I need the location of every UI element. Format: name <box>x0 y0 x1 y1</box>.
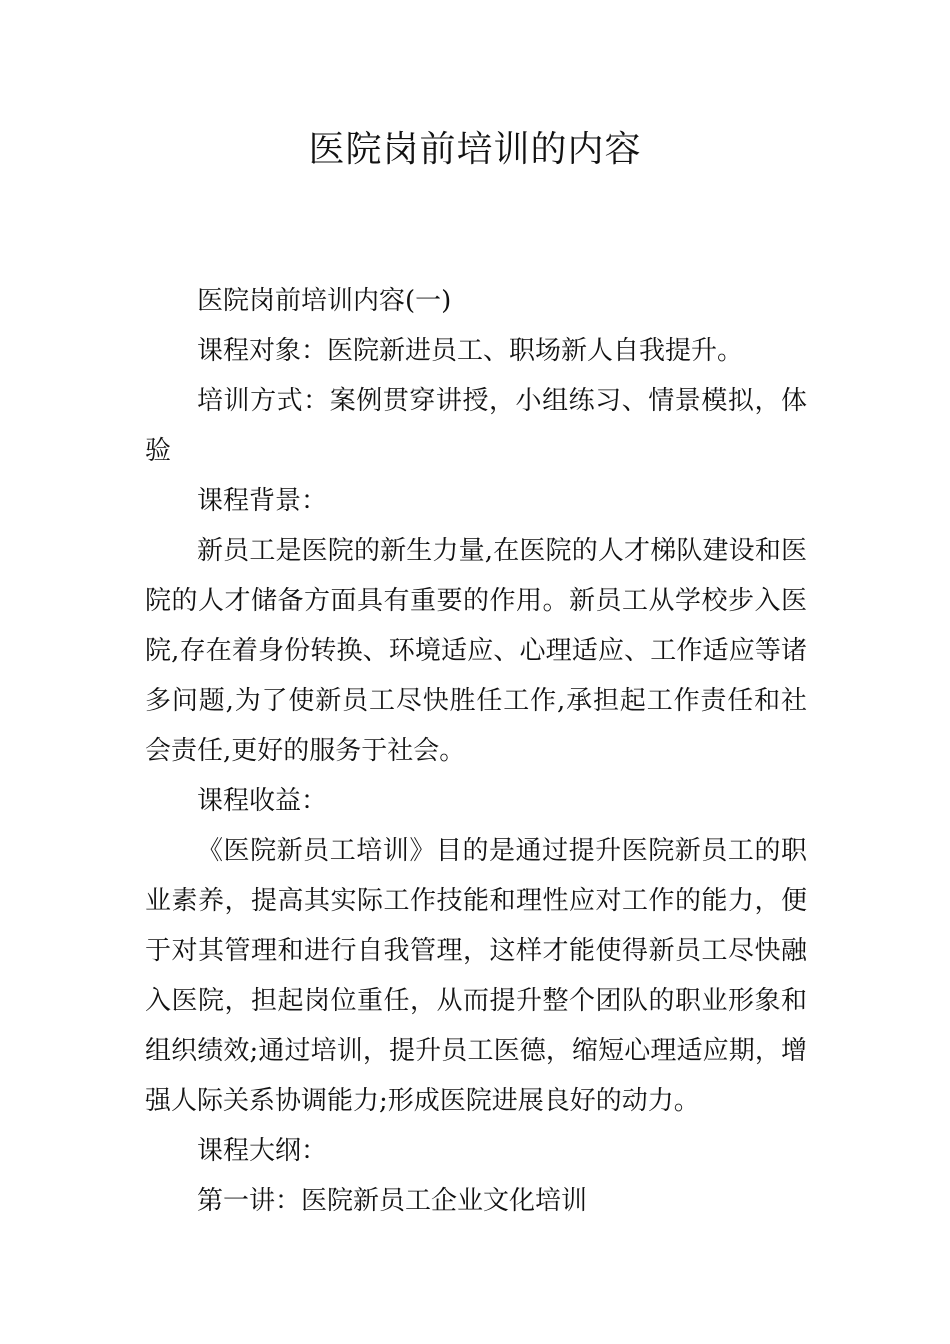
document-body <box>145 276 807 1226</box>
paragraph-background-heading: 课程背景： <box>197 486 328 516</box>
paragraph-benefits-heading: 课程收益： <box>197 786 328 816</box>
paragraph-training-method: 培训方式：案例贯穿讲授，小组练习、情景模拟，体验 <box>145 386 807 466</box>
document-title: 医院岗前培训的内容 <box>308 129 642 170</box>
paragraph-section-heading: 医院岗前培训内容(一) <box>197 286 452 316</box>
paragraph-course-audience: 课程对象：医院新进员工、职场新人自我提升。 <box>197 336 744 366</box>
paragraph-benefits-text: 《医院新员工培训》目的是通过提升医院新员工的职业素养，提高其实际工作技能和理性应对工作的能力，便于对其管理和进行自我管理，这样才能使得新员工尽快融入医院，担起岗位重任，从而提升整个团队的职业形象和组织绩效;通过培训，提升员工医德，缩短心理适应期，增强人际关系协调能力;形成医院进展良好的动力。 <box>145 836 807 1116</box>
paragraph-lecture-one: 第一讲：医院新员工企业文化培训 <box>197 1186 588 1216</box>
paragraph-outline-heading: 课程大纲： <box>197 1136 328 1166</box>
paragraph-background-text: 新员工是医院的新生力量,在医院的人才梯队建设和医院的人才储备方面具有重要的作用。新员工从学校步入医院,存在着身份转换、环境适应、心理适应、工作适应等诸多问题,为了使新员工尽快胜任工作,承担起工作责任和社会责任,更好的服务于社会。 <box>145 536 807 766</box>
